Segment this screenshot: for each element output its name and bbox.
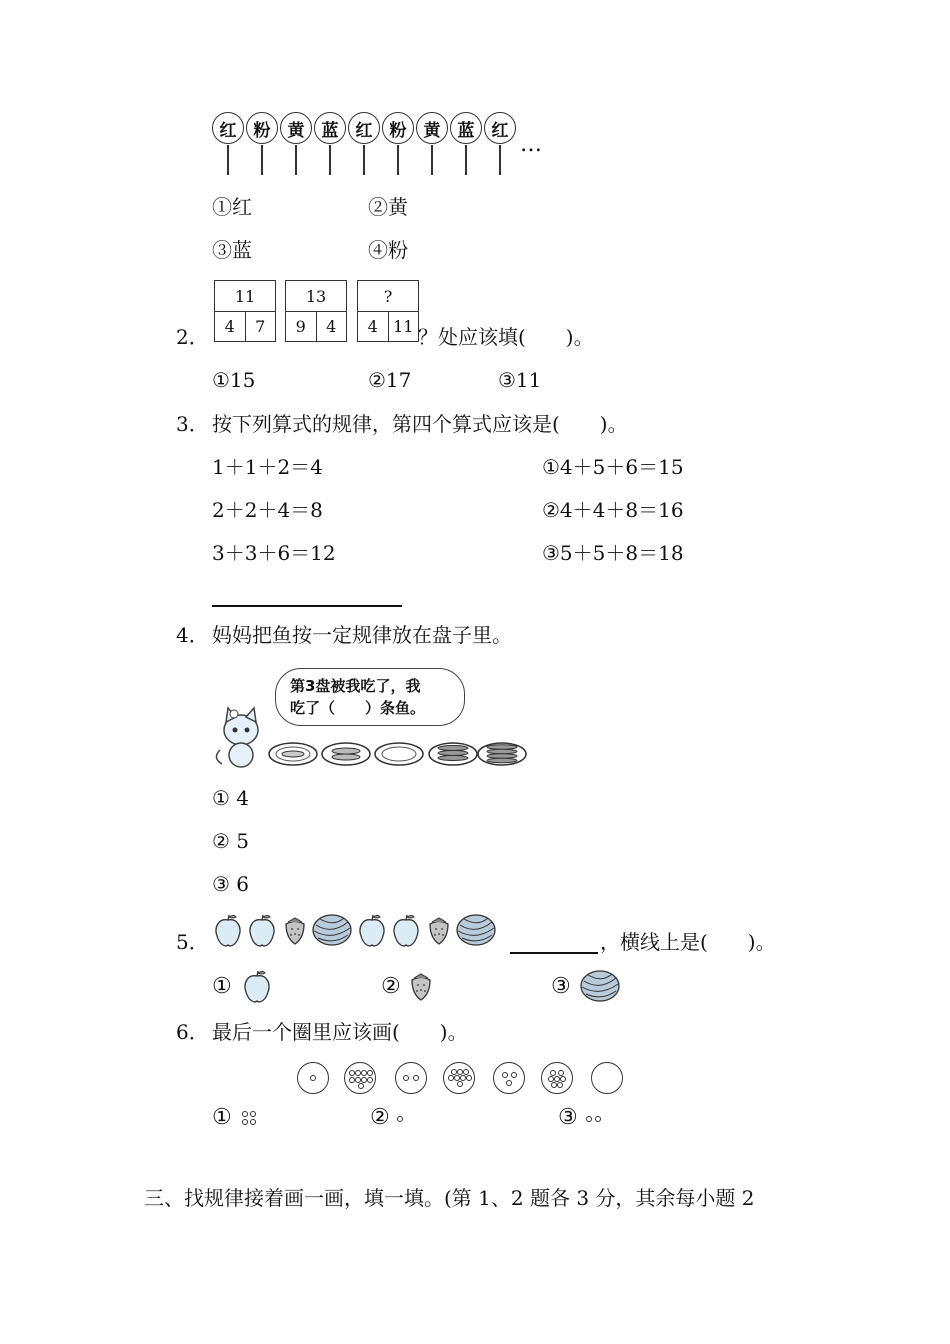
q4-number: 4． — [176, 623, 209, 647]
q1-option-2[interactable]: ②黄 — [368, 195, 408, 219]
box-top-number: 13 — [286, 281, 346, 312]
cat-illustration — [206, 700, 276, 770]
q2-number: 2． — [176, 325, 209, 349]
apple-icon — [360, 915, 384, 946]
q6-number: 6． — [176, 1020, 209, 1044]
balloon — [450, 112, 483, 178]
watermelon-icon — [313, 915, 351, 945]
q4-option-1[interactable]: ① 4 — [212, 786, 250, 810]
number-box — [285, 280, 347, 342]
balloon-label: 红 — [212, 112, 244, 144]
q4-option-2[interactable]: ② 5 — [212, 829, 250, 853]
q5-option-3[interactable]: ③ — [551, 974, 571, 999]
balloon — [246, 112, 279, 178]
balloon — [382, 112, 415, 178]
bubble-line-1: 第3盘被我吃了，我 — [290, 677, 421, 695]
pattern-circle — [344, 1062, 376, 1094]
q6-text: 最后一个圈里应该画( )。 — [212, 1020, 468, 1044]
plate-4 — [429, 743, 477, 765]
balloon — [212, 112, 245, 178]
q5-option-2[interactable]: ② — [381, 974, 401, 999]
number-box — [214, 280, 276, 342]
q3-number: 3． — [176, 412, 209, 436]
box-left-number: 9 — [286, 312, 317, 341]
fish-plates — [268, 740, 528, 770]
apple-icon — [394, 915, 418, 946]
watermelon-icon — [580, 968, 624, 1004]
q6-option-2[interactable]: ② — [370, 1105, 390, 1130]
q3-formula-1: 1＋1＋2＝4 — [212, 455, 323, 479]
q1-option-1[interactable]: ①红 — [212, 195, 252, 219]
balloon — [314, 112, 347, 178]
q3-option-1[interactable]: ①4＋5＋6＝15 — [542, 455, 684, 479]
number-box — [357, 280, 419, 342]
box-right-number: 11 — [393, 317, 414, 336]
q4-option-3[interactable]: ③ 6 — [212, 872, 250, 896]
balloon-row — [212, 112, 517, 178]
option-dots-2 — [585, 1108, 607, 1128]
pattern-circle — [395, 1062, 427, 1094]
pattern-circle — [297, 1062, 329, 1094]
strawberry-icon — [286, 918, 304, 944]
balloon-ellipsis: … — [520, 132, 542, 157]
empty-answer-circle[interactable] — [591, 1062, 623, 1094]
q5-number: 5． — [176, 930, 209, 954]
strawberry-icon — [408, 970, 436, 1004]
balloon-label: 粉 — [382, 112, 414, 144]
q5-option-1[interactable]: ① — [212, 974, 232, 999]
balloon — [416, 112, 449, 178]
balloon-label: 黄 — [280, 112, 312, 144]
pattern-circle — [541, 1062, 573, 1094]
plate-1 — [269, 743, 317, 765]
q3-text: 按下列算式的规律，第四个算式应该是( )。 — [212, 412, 628, 436]
balloon-label: 蓝 — [450, 112, 482, 144]
bubble-line-2: 吃了（ ）条鱼。 — [290, 699, 426, 717]
balloon-label: 蓝 — [314, 112, 346, 144]
balloon-label: 粉 — [246, 112, 278, 144]
balloon — [280, 112, 313, 178]
option-dots-1 — [396, 1108, 408, 1128]
watermelon-icon — [457, 915, 495, 945]
balloon-label: 红 — [348, 112, 380, 144]
q3-option-3[interactable]: ③5＋5＋8＝18 — [542, 541, 684, 565]
balloon — [348, 112, 381, 178]
plate-2 — [322, 743, 370, 765]
fruit-sequence — [214, 912, 504, 948]
q3-option-2[interactable]: ②4＋4＋8＝16 — [542, 498, 684, 522]
section-3-heading: 三、找规律接着画一画，填一填。(第 1、2 题各 3 分，其余每小题 2 — [144, 1186, 755, 1210]
apple-icon — [250, 915, 274, 946]
q6-option-3[interactable]: ③ — [558, 1105, 578, 1130]
plate-5 — [478, 743, 526, 765]
q1-option-4[interactable]: ④粉 — [368, 238, 408, 262]
q1-option-3[interactable]: ③蓝 — [212, 238, 252, 262]
q3-formula-2: 2＋2＋4＝8 — [212, 498, 323, 522]
balloon — [484, 112, 517, 178]
q5-text: ，横线上是( )。 — [600, 930, 776, 954]
speech-bubble — [275, 668, 465, 726]
q2-option-3[interactable]: ③11 — [498, 368, 542, 392]
q4-text: 妈妈把鱼按一定规律放在盘子里。 — [212, 623, 512, 647]
q2-text: ？处应该填( )。 — [418, 325, 594, 349]
box-left-number: 4 — [215, 312, 246, 341]
pattern-circle — [493, 1062, 525, 1094]
option-dots-4 — [240, 1108, 260, 1128]
box-right-number: 7 — [255, 317, 266, 336]
apple-icon — [216, 915, 240, 946]
balloon-label: 红 — [484, 112, 516, 144]
pattern-circle — [443, 1062, 475, 1094]
box-left-number: 4 — [358, 312, 389, 341]
q3-answer-blank[interactable] — [212, 605, 402, 607]
q5-answer-blank[interactable] — [510, 952, 598, 954]
box-top-number: ? — [358, 281, 418, 312]
balloon-label: 黄 — [416, 112, 448, 144]
q2-option-2[interactable]: ②17 — [368, 368, 412, 392]
apple-icon — [243, 970, 273, 1004]
q6-option-1[interactable]: ① — [212, 1105, 232, 1130]
box-top-number: 11 — [215, 281, 275, 312]
q3-formula-3: 3＋3＋6＝12 — [212, 541, 336, 565]
box-right-number: 4 — [326, 317, 337, 336]
strawberry-icon — [430, 918, 448, 944]
plate-3-empty — [375, 743, 423, 765]
q2-option-1[interactable]: ①15 — [212, 368, 256, 392]
